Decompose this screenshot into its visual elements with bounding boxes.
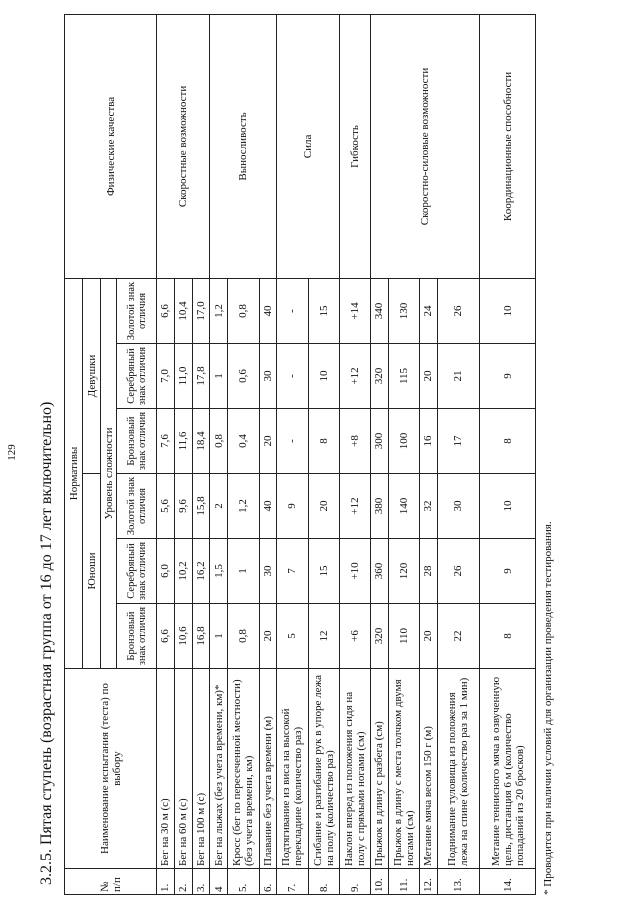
boys-bronze: 8 <box>480 604 536 669</box>
test-name: Бег на 30 м (с) <box>157 669 175 869</box>
table-row <box>210 14 228 894</box>
boys-silver: 15 <box>308 539 339 604</box>
boys-bronze: 5 <box>277 604 308 669</box>
girls-silver: - <box>277 344 308 409</box>
girls-gold: +14 <box>339 278 370 343</box>
girls-silver: 17,8 <box>192 344 210 409</box>
girls-silver: 11,0 <box>174 344 192 409</box>
boys-gold: 15,8 <box>192 474 210 539</box>
girls-bronze: 16 <box>419 409 437 474</box>
quality-endurance: Выносливость <box>210 14 277 278</box>
girls-bronze: 8 <box>480 409 536 474</box>
girls-silver: +12 <box>339 344 370 409</box>
header-level: Уровень сложности <box>101 278 117 668</box>
girls-bronze: 20 <box>259 409 277 474</box>
header-girls: Девушки <box>83 278 101 473</box>
row-num: 9. <box>339 869 370 895</box>
boys-bronze: 320 <box>370 604 388 669</box>
girls-silver: 115 <box>388 344 419 409</box>
boys-gold: +12 <box>339 474 370 539</box>
boys-gold: 20 <box>308 474 339 539</box>
boys-bronze: 22 <box>437 604 479 669</box>
girls-silver: 20 <box>419 344 437 409</box>
boys-silver: 16,2 <box>192 539 210 604</box>
boys-silver: 26 <box>437 539 479 604</box>
row-num: 12. <box>419 869 437 895</box>
quality-speed: Скоростные возможности <box>157 14 210 278</box>
header-name: Наименование испытания (теста) по выбору <box>65 669 157 869</box>
row-num: 6. <box>259 869 277 895</box>
girls-gold: 15 <box>308 278 339 343</box>
girls-gold: 10,4 <box>174 278 192 343</box>
boys-silver: 10,2 <box>174 539 192 604</box>
boys-bronze: 20 <box>259 604 277 669</box>
boys-gold: 2 <box>210 474 228 539</box>
boys-bronze: 10,6 <box>174 604 192 669</box>
girls-silver: 0,6 <box>228 344 259 409</box>
boys-gold: 30 <box>437 474 479 539</box>
girls-silver: 9 <box>480 344 536 409</box>
test-name: Метание теннисного мяча в озвученную цель, дистанция 6 м (количество попаданий из 20 бросков) <box>480 669 536 869</box>
girls-bronze: - <box>277 409 308 474</box>
boys-silver: 28 <box>419 539 437 604</box>
test-name: Поднимание туловища из положения лежа на спине (количество раз за 1 мин) <box>437 669 479 869</box>
boys-bronze: 110 <box>388 604 419 669</box>
row-num: 5. <box>228 869 259 895</box>
row-num: 1. <box>157 869 175 895</box>
girls-bronze: 0,4 <box>228 409 259 474</box>
header-boys-gold: Золотой знак отличия <box>117 474 157 539</box>
boys-silver: 6,0 <box>157 539 175 604</box>
table-row <box>157 14 175 894</box>
header-qualities: Физические качества <box>65 14 157 278</box>
section-title: 3.2.5. Пятая ступень (возрастная группа от 16 до 17 лет включительно) <box>38 401 55 885</box>
boys-silver: 1 <box>228 539 259 604</box>
boys-silver: 360 <box>370 539 388 604</box>
page-number: 129 <box>6 444 18 461</box>
row-num: 8. <box>308 869 339 895</box>
boys-gold: 32 <box>419 474 437 539</box>
girls-silver: 320 <box>370 344 388 409</box>
test-name: Подтягивание из виса на высокой перекладине (количество раз) <box>277 669 308 869</box>
row-num: 11. <box>388 869 419 895</box>
girls-gold: 26 <box>437 278 479 343</box>
girls-silver: 1 <box>210 344 228 409</box>
quality-speed-strength: Скоростно-силовые возможности <box>370 14 479 278</box>
header-girls-bronze: Бронзовый знак отличия <box>117 409 157 474</box>
quality-strength: Сила <box>277 14 339 278</box>
row-num: 2. <box>174 869 192 895</box>
table-row <box>277 14 308 894</box>
header-num: № п/п <box>65 869 157 895</box>
header-girls-gold: Золотой знак отличия <box>117 278 157 343</box>
quality-coordination: Координационные способности <box>480 14 536 278</box>
boys-silver: 7 <box>277 539 308 604</box>
boys-bronze: 1 <box>210 604 228 669</box>
boys-bronze: 0,8 <box>228 604 259 669</box>
table-row <box>480 14 536 894</box>
test-name: Бег на лыжах (без учета времени, км)* <box>210 669 228 869</box>
girls-gold: 1,2 <box>210 278 228 343</box>
footnote: * Проводится при наличии условий для организации проведения тестирования. <box>542 521 554 895</box>
boys-gold: 9,6 <box>174 474 192 539</box>
row-num: 13. <box>437 869 479 895</box>
header-boys: Юноши <box>83 474 101 669</box>
girls-bronze: +8 <box>339 409 370 474</box>
test-name: Прыжок в длину с места толчком двумя ногами (см) <box>388 669 419 869</box>
quality-flexibility: Гибкость <box>339 14 370 278</box>
test-name: Бег на 100 м (с) <box>192 669 210 869</box>
girls-silver: 10 <box>308 344 339 409</box>
girls-gold: 10 <box>480 278 536 343</box>
girls-gold: 6,6 <box>157 278 175 343</box>
table-row <box>339 14 370 894</box>
boys-silver: +10 <box>339 539 370 604</box>
test-name: Сгибание и разгибание рук в упоре лежа на полу (количество раз) <box>308 669 339 869</box>
boys-silver: 9 <box>480 539 536 604</box>
girls-bronze: 17 <box>437 409 479 474</box>
boys-bronze: +6 <box>339 604 370 669</box>
row-num: 4 <box>210 869 228 895</box>
girls-bronze: 100 <box>388 409 419 474</box>
row-num: 7. <box>277 869 308 895</box>
header-boys-silver: Серебряный знак отличия <box>117 539 157 604</box>
boys-bronze: 12 <box>308 604 339 669</box>
girls-bronze: 300 <box>370 409 388 474</box>
girls-gold: 40 <box>259 278 277 343</box>
boys-gold: 9 <box>277 474 308 539</box>
boys-silver: 30 <box>259 539 277 604</box>
girls-bronze: 18,4 <box>192 409 210 474</box>
boys-bronze: 16,8 <box>192 604 210 669</box>
test-name: Наклон вперед из положения сидя на полу с прямыми ногами (см) <box>339 669 370 869</box>
header-normatives: Нормативы <box>65 278 83 668</box>
header-girls-silver: Серебряный знак отличия <box>117 344 157 409</box>
girls-gold: 17,0 <box>192 278 210 343</box>
girls-silver: 21 <box>437 344 479 409</box>
normatives-table <box>64 14 536 895</box>
girls-silver: 30 <box>259 344 277 409</box>
boys-gold: 1,2 <box>228 474 259 539</box>
boys-silver: 120 <box>388 539 419 604</box>
test-name: Кросс (бег по пересеченной местности) (без учета времени, км) <box>228 669 259 869</box>
header-boys-bronze: Бронзовый знак отличия <box>117 604 157 669</box>
boys-silver: 1,5 <box>210 539 228 604</box>
test-name: Бег на 60 м (с) <box>174 669 192 869</box>
boys-bronze: 6,6 <box>157 604 175 669</box>
boys-gold: 40 <box>259 474 277 539</box>
girls-silver: 7,0 <box>157 344 175 409</box>
girls-gold: 130 <box>388 278 419 343</box>
girls-bronze: 8 <box>308 409 339 474</box>
girls-gold: 340 <box>370 278 388 343</box>
girls-gold: 0,8 <box>228 278 259 343</box>
row-num: 10. <box>370 869 388 895</box>
boys-gold: 5,6 <box>157 474 175 539</box>
girls-gold: - <box>277 278 308 343</box>
girls-bronze: 7,6 <box>157 409 175 474</box>
row-num: 14. <box>480 869 536 895</box>
girls-bronze: 0,8 <box>210 409 228 474</box>
test-name: Метание мяча весом 150 г (м) <box>419 669 437 869</box>
boys-gold: 10 <box>480 474 536 539</box>
girls-bronze: 11,6 <box>174 409 192 474</box>
table-row <box>370 14 388 894</box>
boys-gold: 140 <box>388 474 419 539</box>
boys-gold: 380 <box>370 474 388 539</box>
boys-bronze: 20 <box>419 604 437 669</box>
row-num: 3. <box>192 869 210 895</box>
test-name: Прыжок в длину с разбега (см) <box>370 669 388 869</box>
test-name: Плавание без учета времени (м) <box>259 669 277 869</box>
girls-gold: 24 <box>419 278 437 343</box>
